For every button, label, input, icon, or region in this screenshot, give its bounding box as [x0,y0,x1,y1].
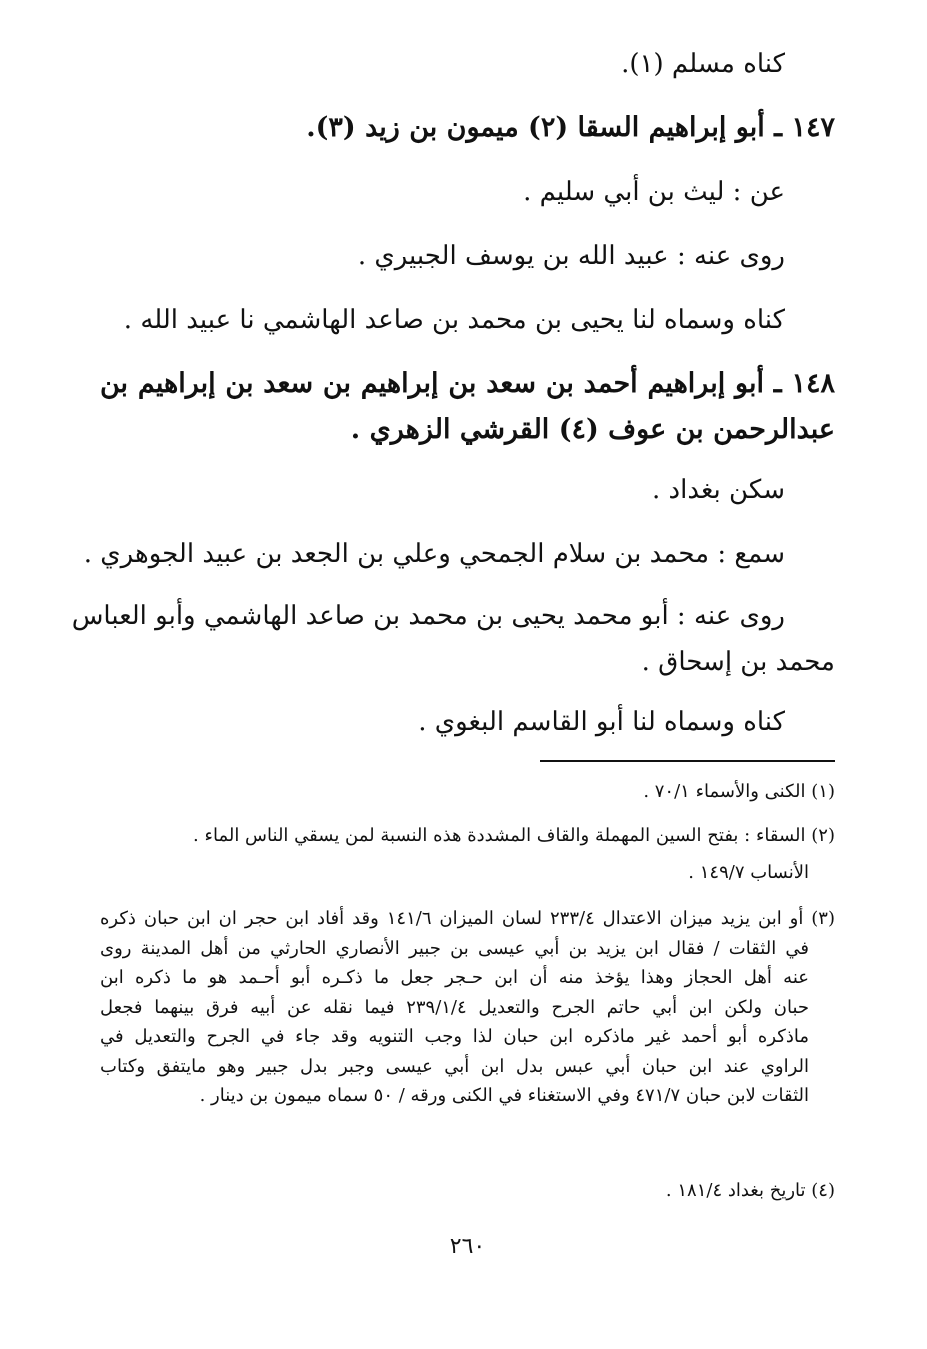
footnote-3-line: (٣) أو ابن يزيد ميزان الاعتدال ٢٣٣/٤ لسان الميزان ١٤١/٦ وقد أفاد ابن حجر ان ابن حبان ذكره [100,908,835,929]
text-line-named-by-baghawi: كناه وسماه لنا أبو القاسم البغوي . [418,707,785,737]
footnote-3-line: حبان ولكن ابن أبي حاتم الجرح والتعديل ٢٣٩/١/٤ فيما نقله عن أبيه فرق بينهما فجعل [100,996,809,1018]
footnote-1: (١) الكنى والأسماء ٧٠/١ . [643,781,835,802]
footnote-2-continuation: الأنساب ١٤٩/٧ . [688,862,809,883]
footnote-3-line: الثقات لابن حبان ٤٧١/٧ وفي الاستغناء في الكنى ورقه / ٥٠ سماه ميمون بن دينار . [199,1085,809,1106]
text-line-narrated-by-148: روى عنه : أبو محمد يحيى بن محمد بن صاعد الهاشمي وأبو العباس [71,601,785,631]
footnote-3 [100,904,835,1111]
footnote-3-line: الراوي عند ابن حبان أبي عبس بدل ابن أبي عيسى وجبر بدل جبير وهو مايتفق وكتاب [100,1055,809,1077]
text-line-named-by: كناه وسماه لنا يحيى بن محمد بن صاعد الهاشمي نا عبيد الله . [123,305,785,335]
text-line-narrated-by-148-continuation: محمد بن إسحاق . [641,647,835,677]
entry-heading-147: ١٤٧ ـ أبو إبراهيم السقا (٢) ميمون بن زيد (٣). [306,112,835,143]
text-line-kunya-muslim: كناه مسلم (١). [621,49,785,79]
text-line-heard-from: سمع : محمد بن سلام الجمحي وعلي بن الجعد بن عبيد الجوهري . [83,539,785,569]
text-line-lived-in-baghdad: سكن بغداد . [652,475,785,505]
footnote-4: (٤) تاريخ بغداد ١٨١/٤ . [665,1180,835,1201]
footnote-divider [540,760,835,762]
text-line-narrated-by: روى عنه : عبيد الله بن يوسف الجبيري . [357,241,785,271]
footnote-3-line: في الثقات / فقال ابن يزيد بن أبي عيسى بن جبير الأنصاري الحارثي من أهل المدينة روى [100,937,809,959]
footnote-3-line: ماذكره أبو أحمد غير ماذكره ابن حبان لذا وجب التنويه وقد جاء في الجرح والتعديل في [100,1026,809,1047]
entry-heading-148: ١٤٨ ـ أبو إبراهيم أحمد بن سعد بن إبراهيم بن سعد بن إبراهيم بن [100,368,835,399]
document-page [71,0,835,1349]
footnote-2: (٢) السقاء : بفتح السين المهملة والقاف المشددة هذه النسبة لمن يسقي الناس الماء . [193,825,835,846]
page-number: ٢٦٠ [449,1234,486,1259]
entry-heading-148-continuation: عبدالرحمن بن عوف (٤) القرشي الزهري . [350,414,835,445]
footnote-3-line: عنه أهل الحجاز وهذا يؤخذ منه أن ابن حـجر جعل ما ذكـره أبو أحـمد هو ما ذكره ابن [100,967,809,988]
text-line-narrated-from: عن : ليث بن أبي سليم . [523,177,785,207]
